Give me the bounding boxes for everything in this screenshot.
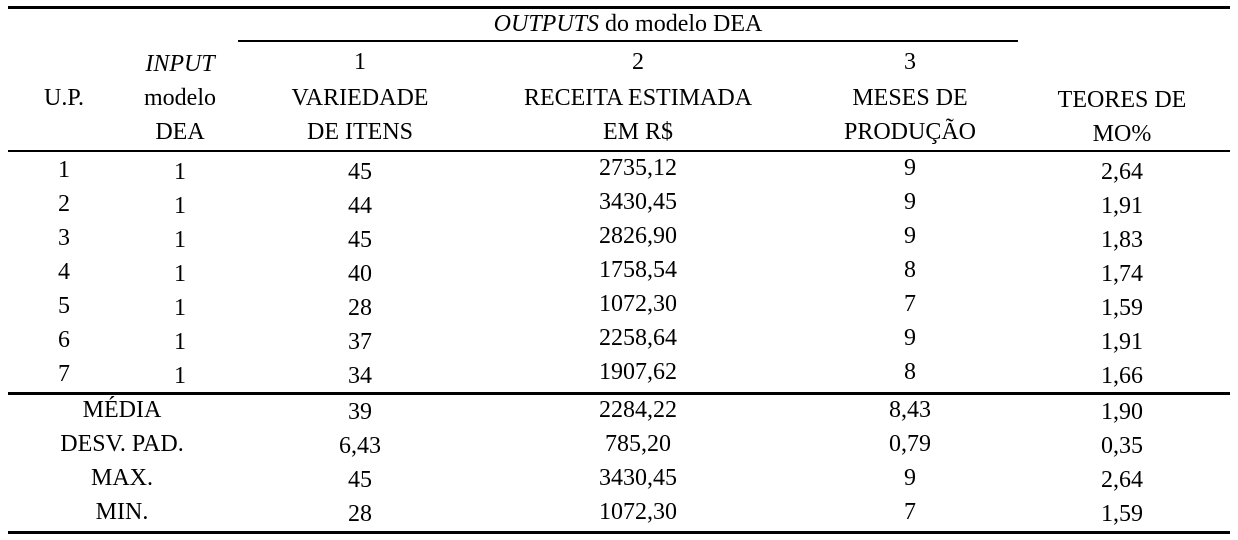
- cell-up: 3: [58, 225, 70, 251]
- cell-variedade: 44: [348, 193, 372, 219]
- stat-receita: 3430,45: [599, 465, 677, 491]
- outputs-rest: do modelo DEA: [605, 11, 763, 37]
- cell-meses: 8: [904, 359, 916, 385]
- stat-label: DESV. PAD.: [60, 431, 184, 457]
- cell-receita: 1072,30: [599, 291, 677, 317]
- stat-receita: 785,20: [605, 431, 671, 457]
- stat-receita: 1072,30: [599, 499, 677, 525]
- stat-receita: 2284,22: [599, 397, 677, 423]
- cell-meses: 9: [904, 155, 916, 181]
- cell-input: 1: [174, 193, 186, 219]
- header-col3-num: 3: [904, 49, 916, 75]
- stat-variedade: 45: [348, 467, 372, 493]
- outputs-rule: [238, 40, 1018, 42]
- header-col1-line1: VARIEDADE: [291, 85, 429, 111]
- cell-up: 2: [58, 191, 70, 217]
- cell-variedade: 34: [348, 363, 372, 389]
- stat-teores: 1,90: [1101, 399, 1143, 425]
- cell-input: 1: [174, 159, 186, 185]
- cell-up: 5: [58, 293, 70, 319]
- cell-teores: 1,59: [1101, 295, 1143, 321]
- stat-meses: 7: [904, 499, 916, 525]
- bottom-rule: [8, 531, 1230, 534]
- cell-teores: 1,91: [1101, 329, 1143, 355]
- cell-input: 1: [174, 363, 186, 389]
- outputs-header: [494, 10, 763, 38]
- cell-input: 1: [174, 329, 186, 355]
- cell-meses: 8: [904, 257, 916, 283]
- cell-receita: 1907,62: [599, 359, 677, 385]
- cell-input: 1: [174, 261, 186, 287]
- cell-up: 1: [58, 157, 70, 183]
- stat-label: MÉDIA: [82, 397, 162, 423]
- header-input-line3: DEA: [155, 119, 205, 145]
- top-rule: [8, 6, 1230, 9]
- cell-receita: 1758,54: [599, 257, 677, 283]
- stat-meses: 0,79: [889, 431, 931, 457]
- header-up: U.P.: [43, 85, 85, 111]
- header-col2-line2: EM R$: [602, 119, 674, 145]
- stat-label: MAX.: [90, 465, 154, 491]
- cell-meses: 9: [904, 189, 916, 215]
- cell-receita: 2258,64: [599, 325, 677, 351]
- cell-teores: 1,83: [1101, 227, 1143, 253]
- header-teores-line1: TEORES DE: [1057, 87, 1187, 113]
- header-col3-line1: MESES DE: [852, 85, 968, 111]
- header-input-line2: modelo: [144, 85, 216, 111]
- cell-teores: 2,64: [1101, 159, 1143, 185]
- cell-variedade: 28: [348, 295, 372, 321]
- cell-teores: 1,91: [1101, 193, 1143, 219]
- stat-label: MIN.: [95, 499, 149, 525]
- header-col2-num: 2: [632, 49, 644, 75]
- cell-receita: 2826,90: [599, 223, 677, 249]
- stat-variedade: 6,43: [339, 433, 381, 459]
- outputs-italic: OUTPUTS: [493, 11, 600, 37]
- stats-top-rule: [8, 392, 1230, 395]
- header-col3-line2: PRODUÇÃO: [843, 119, 977, 145]
- cell-variedade: 45: [348, 159, 372, 185]
- cell-up: 4: [58, 259, 70, 285]
- cell-input: 1: [174, 295, 186, 321]
- cell-meses: 9: [904, 325, 916, 351]
- cell-receita: 3430,45: [599, 189, 677, 215]
- cell-teores: 1,74: [1101, 261, 1143, 287]
- stat-variedade: 39: [348, 399, 372, 425]
- stat-teores: 1,59: [1101, 501, 1143, 527]
- cell-meses: 7: [904, 291, 916, 317]
- cell-up: 7: [58, 361, 70, 387]
- header-col2-line1: RECEITA ESTIMADA: [523, 85, 753, 111]
- cell-variedade: 40: [348, 261, 372, 287]
- cell-variedade: 45: [348, 227, 372, 253]
- header-col1-line2: DE ITENS: [307, 119, 413, 145]
- header-teores-line2: MO%: [1092, 121, 1152, 147]
- cell-up: 6: [58, 327, 70, 353]
- cell-meses: 9: [904, 223, 916, 249]
- stat-meses: 8,43: [889, 397, 931, 423]
- stat-teores: 2,64: [1101, 467, 1143, 493]
- cell-receita: 2735,12: [599, 155, 677, 181]
- header-bottom-rule: [8, 150, 1230, 152]
- cell-variedade: 37: [348, 329, 372, 355]
- stat-variedade: 28: [348, 501, 372, 527]
- cell-input: 1: [174, 227, 186, 253]
- cell-teores: 1,66: [1101, 363, 1143, 389]
- stat-meses: 9: [904, 465, 916, 491]
- stat-teores: 0,35: [1101, 433, 1143, 459]
- header-input-line1: INPUT: [145, 51, 215, 77]
- header-col1-num: 1: [354, 49, 366, 75]
